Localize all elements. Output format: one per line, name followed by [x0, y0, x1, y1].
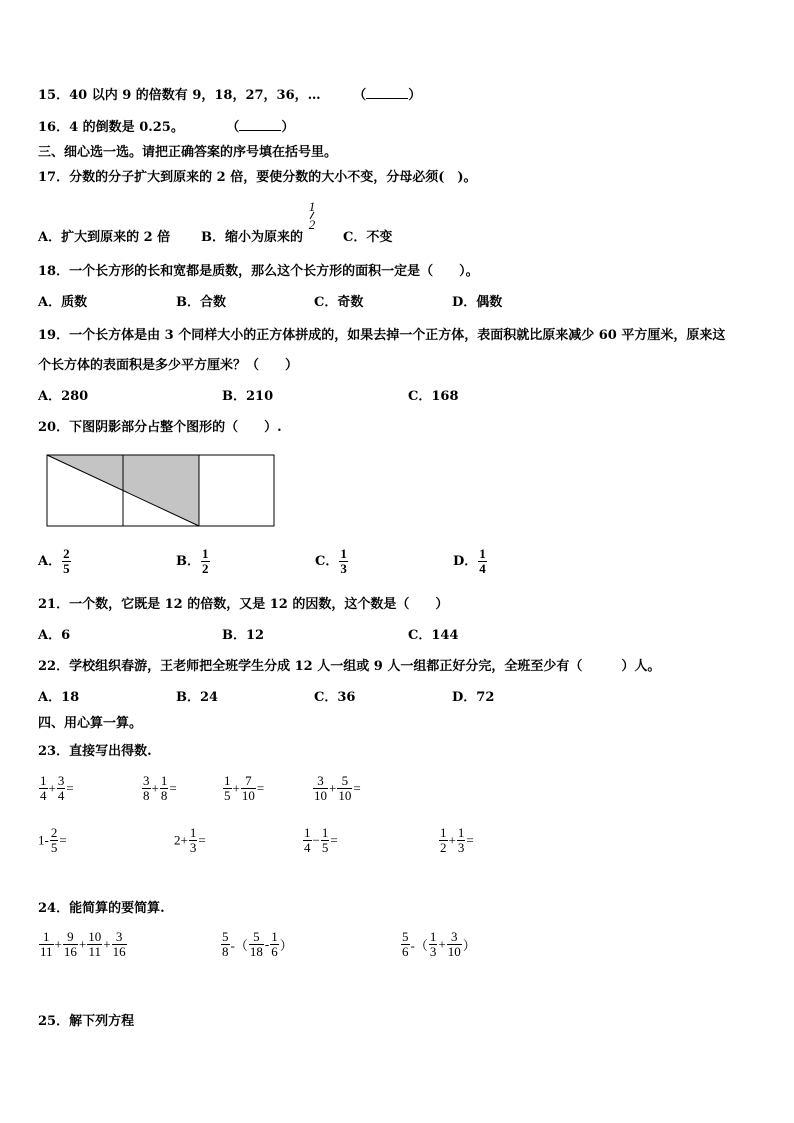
paren-right: ） [281, 120, 295, 135]
q17-option-b[interactable] [201, 226, 303, 245]
paren-right: ） [408, 88, 422, 103]
fraction-denominator: 3 [340, 561, 347, 576]
q23-expression-4: $\frac{3}{10}$ + $\frac{5}{10}$ = [314, 773, 361, 803]
q24-expression-3: $\frac{5}{6}$ -（ $\frac{1}{3}$ + $\frac{3}{10}$ ） [402, 929, 476, 959]
paren-left: （ [226, 120, 240, 135]
q23-expression-7: $\frac{1}{4}$ − $\frac{1}{5}$ = [304, 825, 338, 855]
question-number: 16． [38, 120, 70, 135]
fraction-numerator: 1 [479, 546, 486, 561]
q24-expression-2: $\frac{5}{8}$ -（ $\frac{5}{18}$ - $\frac{1}{6}$ ） [222, 929, 293, 959]
question-15 [38, 84, 421, 103]
question-text: 能简算的要简算. [69, 901, 165, 916]
question-number: 21． [38, 597, 70, 612]
q17-option-a[interactable]: A．扩大到原来的 2 倍 [38, 230, 171, 245]
question-25 [38, 1010, 134, 1029]
q20-option-a[interactable] [38, 547, 72, 576]
option-label: C． [315, 554, 339, 569]
question-22 [38, 655, 660, 674]
question-21 [38, 593, 448, 612]
section-3-heading: 三、细心选一选。请把正确答案的序号填在括号里。 [38, 145, 338, 160]
question-19-continued: 个长方体的表面积是多少平方厘米？（ ） [38, 358, 299, 373]
question-20 [38, 416, 282, 435]
q19-option-c[interactable]: C．168 [408, 389, 459, 404]
option-label: D． [453, 554, 478, 569]
question-text: 分数的分子扩大到原来的 2 倍，要使分数的大小不变，分母必须( )。 [69, 170, 477, 185]
question-number: 20． [38, 420, 70, 435]
question-16 [38, 116, 294, 135]
fraction-denominator: 2 [308, 217, 316, 232]
q20-option-d[interactable] [453, 547, 488, 576]
q20-option-b[interactable] [176, 547, 211, 576]
q20-option-c[interactable] [315, 547, 349, 576]
question-text: 下图阴影部分占整个图形的（ ）. [69, 420, 282, 435]
question-text: 一个长方体是由 3 个同样大小的正方体拼成的，如果去掉一个正方体，表面积就比原来减少 60 平方厘米，原来这 [69, 328, 726, 343]
q18-option-b[interactable]: B．合数 [176, 295, 226, 310]
fraction-numerator: 1 [340, 546, 347, 561]
q17-option-c[interactable]: C．不变 [343, 230, 393, 245]
question-number: 19． [38, 328, 70, 343]
answer-blank[interactable] [366, 86, 408, 99]
fraction-denominator: 4 [479, 561, 486, 576]
q17-half-fraction [308, 200, 316, 231]
q21-option-b[interactable]: B．12 [222, 628, 265, 643]
q19-option-b[interactable]: B．210 [222, 389, 274, 404]
question-number: 22． [38, 659, 70, 674]
fraction-denominator: 2 [202, 561, 209, 576]
question-number: 24． [38, 901, 70, 916]
fraction-numerator: 2 [63, 546, 70, 561]
q22-option-b[interactable]: B．24 [176, 690, 219, 705]
question-number: 23． [38, 744, 70, 759]
q22-option-a[interactable]: A．18 [38, 690, 80, 705]
q23-expression-6: 2+ $\frac{1}{3}$ = [174, 825, 206, 855]
q23-expression-3: $\frac{1}{5}$ + $\frac{7}{10}$ = [224, 773, 265, 803]
question-24 [38, 897, 165, 916]
option-text: B．缩小为原来的 [201, 230, 303, 245]
fraction-denominator: 5 [63, 561, 70, 576]
q23-expression-8: $\frac{1}{2}$ + $\frac{1}{3}$ = [440, 825, 474, 855]
question-text: 解下列方程 [69, 1014, 135, 1029]
fraction-numerator: 1 [308, 199, 316, 214]
question-number: 17． [38, 170, 70, 185]
question-text: 直接写出得数. [69, 744, 152, 759]
question-text: 4 的倒数是 0.25。 [69, 120, 184, 135]
question-18 [38, 260, 479, 279]
question-number: 25． [38, 1014, 70, 1029]
question-number: 15． [38, 88, 70, 103]
q18-option-a[interactable]: A．质数 [38, 295, 88, 310]
question-number: 18． [38, 264, 70, 279]
q23-expression-1: $\frac{1}{4}$ + $\frac{3}{4}$ = [40, 773, 74, 803]
q18-option-d[interactable]: D．偶数 [452, 295, 503, 310]
q22-option-d[interactable]: D．72 [452, 690, 495, 705]
question-text: 一个长方形的长和宽都是质数，那么这个长方形的面积一定是（ ）。 [69, 264, 479, 279]
q24-expression-1: $\frac{1}{11}$ + $\frac{9}{16}$ + $\frac{10}{11}$ + $\frac{3}{16}$ [40, 929, 126, 959]
q23-expression-2: $\frac{3}{8}$ + $\frac{1}{8}$ = [143, 773, 177, 803]
q21-option-c[interactable]: C．144 [408, 628, 459, 643]
q21-option-a[interactable]: A．6 [38, 628, 71, 643]
q23-expression-5: 1- $\frac{2}{5}$ = [38, 825, 67, 855]
question-19 [38, 324, 725, 343]
option-label: B． [176, 554, 200, 569]
question-text: 40 以内 9 的倍数有 9，18，27，36，… [69, 88, 321, 103]
question-text: 学校组织春游，王老师把全班学生分成 12 人一组或 9 人一组都正好分完，全班至少有（ ）人。 [69, 659, 661, 674]
section-4-heading: 四、用心算一算。 [38, 716, 143, 731]
question-text: 一个数，它既是 12 的倍数，又是 12 的因数，这个数是（ ） [69, 597, 449, 612]
option-label: A． [38, 554, 62, 569]
q20-figure [44, 453, 278, 529]
paren-left: （ [353, 88, 367, 103]
q18-option-c[interactable]: C．奇数 [314, 295, 364, 310]
q19-option-a[interactable]: A．280 [38, 389, 89, 404]
fraction-numerator: 1 [202, 546, 209, 561]
q22-option-c[interactable]: C．36 [314, 690, 356, 705]
answer-blank[interactable] [239, 118, 281, 131]
question-17 [38, 166, 477, 185]
question-23 [38, 740, 152, 759]
